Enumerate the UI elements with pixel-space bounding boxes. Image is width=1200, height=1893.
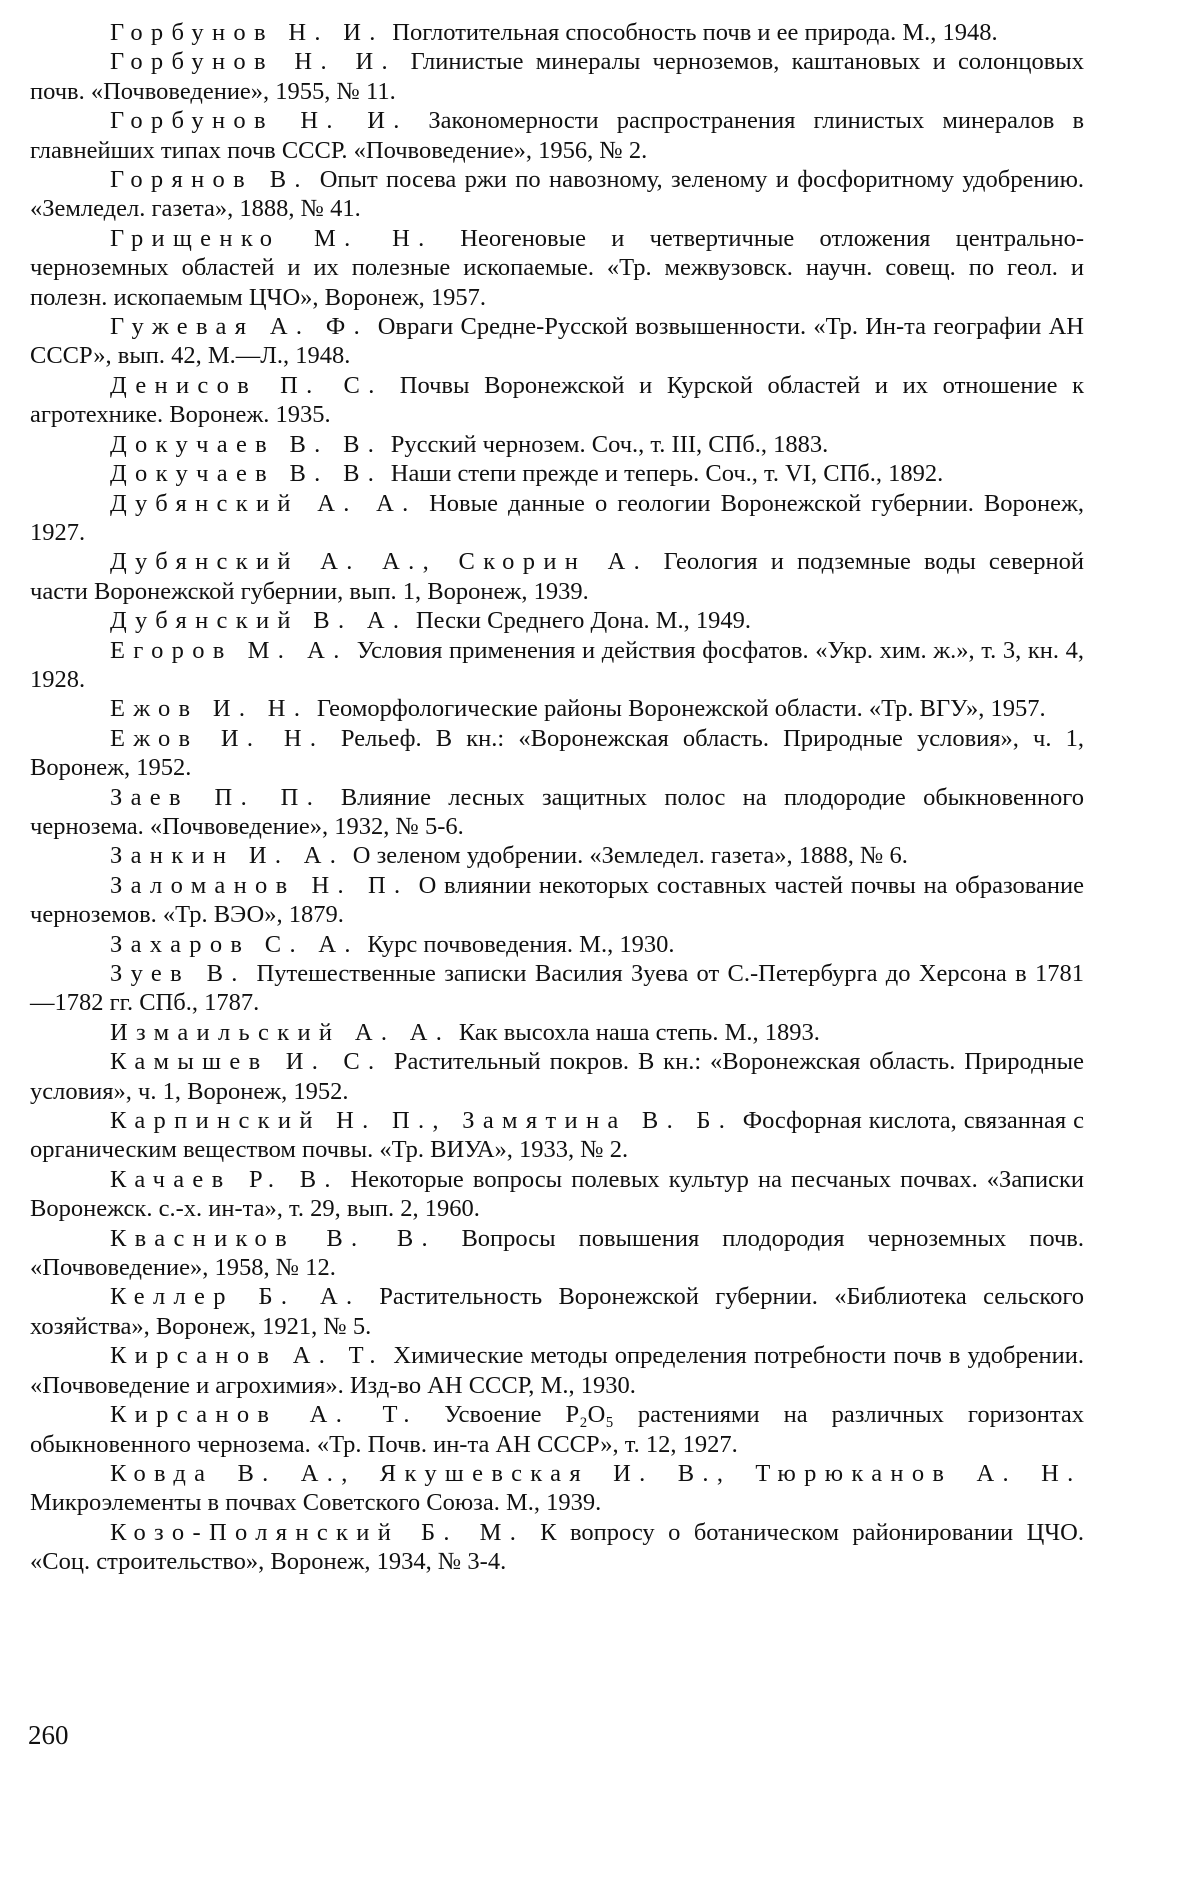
- bibliography-entry: [30, 930, 1084, 959]
- entry-text: О зеленом удобрении. «Земледел. газета», 1888, № 6.: [352, 842, 908, 870]
- entry-author: Карпинский Н. П., Замятина В. Б.: [110, 1107, 734, 1135]
- bibliography-entry: [30, 1165, 1084, 1224]
- entry-text: Опыт посева ржи по навозному, зеленому и фосфоритному удобрению. «Земледел. газета», 1888, № 41.: [30, 166, 1084, 223]
- bibliography-entry: [30, 18, 1084, 47]
- entry-author: Дубянский А. А.: [110, 489, 417, 517]
- entry-text: Новые данные о геологии Воронежской губернии. Воронеж, 1927.: [30, 489, 1085, 546]
- bibliography-entry: [30, 783, 1084, 842]
- page-number: 260: [28, 1720, 69, 1750]
- entry-text: Условия применения и действия фосфатов. «Укр. хим. ж.», т. 3, кн. 4, 1928.: [30, 636, 1084, 693]
- entry-author: Кирсанов А. Т.: [110, 1342, 384, 1370]
- entry-author: Горбунов Н. И.: [110, 19, 384, 46]
- entry-author: Ковда В. А., Якушевская И. В., Тюрюканов А. Н.: [110, 1459, 1082, 1487]
- entry-text: Наши степи прежде и теперь. Соч., т. VI, СПб., 1892.: [390, 460, 944, 488]
- bibliography-entry: [30, 312, 1084, 371]
- bibliography-entry: [30, 1224, 1084, 1283]
- bibliography-entry: [30, 1341, 1084, 1400]
- entry-text: Закономерности распространения глинистых минералов в главнейших типах почв СССР. «Почвоведение», 1956, № 2.: [30, 107, 1085, 164]
- entry-author: Камышев И. С.: [110, 1048, 383, 1076]
- entry-author: Ежов И. Н.: [110, 724, 325, 752]
- bibliography-entry: [30, 1518, 1084, 1577]
- entry-text: Усвоение P₂O₅ растениями на различных горизонтах обыкновенного чернозема. «Тр. Почв. ин-та АН СССР», т. 12, 1927.: [30, 1401, 1084, 1458]
- bibliography-entry: [30, 871, 1084, 930]
- bibliography-entry: [30, 1459, 1084, 1518]
- bibliography-entry: [30, 1106, 1084, 1165]
- entry-author: Докучаев В. В.: [110, 430, 383, 458]
- entry-author: Гужевая А. Ф.: [110, 313, 369, 341]
- entry-text: Влияние лесных защитных полос на плодородие обыкновенного чернозема. «Почвоведение», 1932, № 5-6.: [30, 783, 1084, 840]
- bibliography-entry: [30, 165, 1084, 224]
- entry-text: Химические методы определения потребности почв в удобрении. «Почвоведение и агрохимия». Изд-во АН СССР, М., 1930.: [30, 1342, 1084, 1399]
- entry-author: Заломанов Н. П.: [110, 871, 409, 899]
- bibliography-entry: [30, 1047, 1084, 1106]
- bibliography-entry: [30, 47, 1084, 106]
- entry-author: Козо-Полянский Б. М.: [110, 1518, 525, 1546]
- entry-author: Квасников В. В.: [110, 1224, 436, 1252]
- entry-text: Глинистые минералы черноземов, каштановых и солонцовых почв. «Почвоведение», 1955, № 11.: [30, 48, 1085, 105]
- entry-author: Качаев Р. В.: [110, 1165, 339, 1193]
- entry-author: Измаильский А. А.: [110, 1018, 451, 1046]
- entry-text: Курс почвоведения. М., 1930.: [367, 930, 675, 958]
- entry-text: Растительность Воронежской губернии. «Библиотека сельского хозяйства», Воронеж, 1921, № 5.: [30, 1283, 1085, 1340]
- entry-text: К вопросу о ботаническом районировании ЦЧО. «Соц. строительство», Воронеж, 1934, № 3-4.: [30, 1518, 1084, 1576]
- bibliography-list: [30, 18, 1084, 1577]
- entry-text: Рельеф. В кн.: «Воронежская область. Природные условия», ч. 1, Воронеж, 1952.: [30, 724, 1084, 782]
- entry-text: Микроэлементы в почвах Советского Союза. М., 1939.: [30, 1489, 602, 1517]
- bibliography-entry: [30, 224, 1084, 312]
- bibliography-entry: [30, 430, 1084, 459]
- entry-text: О влиянии некоторых составных частей почвы на образование черноземов. «Тр. ВЭО», 1879.: [30, 871, 1085, 929]
- bibliography-entry: [30, 636, 1084, 695]
- bibliography-entry: [30, 106, 1084, 165]
- bibliography-entry: [30, 547, 1084, 606]
- entry-author: Келлер Б. А.: [110, 1283, 361, 1311]
- bibliography-entry: [30, 959, 1084, 1018]
- entry-text: Фосфорная кислота, связанная с органическим веществом почвы. «Тр. ВИУА», 1933, № 2.: [30, 1107, 1085, 1164]
- bibliography-entry: [30, 1282, 1084, 1341]
- entry-text: Как высохла наша степь. М., 1893.: [458, 1018, 820, 1046]
- bibliography-entry: [30, 489, 1084, 548]
- entry-text: Почвы Воронежской и Курской областей и их отношение к агротехнике. Воронеж. 1935.: [30, 371, 1085, 429]
- entry-text: Овраги Средне-Русской возвышенности. «Тр. Ин-та географии АН СССР», вып. 42, М.—Л., 1948.: [30, 313, 1085, 370]
- entry-author: Захаров С. А.: [110, 930, 359, 958]
- entry-author: Горбунов Н. И.: [110, 48, 396, 76]
- entry-text: Вопросы повышения плодородия черноземных почв. «Почвоведение», 1958, № 12.: [30, 1224, 1085, 1282]
- entry-text: Пески Среднего Дона. М., 1949.: [415, 607, 752, 635]
- entry-text: Путешественные записки Василия Зуева от С.-Петербурга до Херсона в 1781—1782 гг. СПб., 1787.: [30, 960, 1085, 1017]
- entry-author: Горянов В.: [110, 166, 309, 194]
- entry-text: Неогеновые и четвертичные отложения центрально-черноземных областей и их полезные ископаемые. «Тр. межвузовск. научн. совещ. по геол. и полезн. ископаемым ЦЧО», Воронеж, 1957.: [30, 224, 1085, 311]
- entry-author: Дубянский В. А.: [110, 607, 408, 635]
- bibliography-entry: [30, 459, 1084, 488]
- bibliography-entry: [30, 1018, 1084, 1047]
- entry-text: Геоморфологические районы Воронежской области. «Тр. ВГУ», 1957.: [316, 695, 1046, 723]
- entry-author: Докучаев В. В.: [110, 460, 383, 488]
- entry-text: Геология и подземные воды северной части Воронежской губернии, вып. 1, Воронеж, 1939.: [30, 548, 1084, 605]
- bibliography-entry: [30, 1400, 1084, 1459]
- entry-author: Егоров М. А.: [110, 636, 348, 664]
- entry-author: Денисов П. С.: [110, 371, 383, 399]
- entry-author: Грищенко М. Н.: [110, 224, 433, 252]
- entry-author: Занкин И. А.: [110, 842, 345, 870]
- entry-author: Кирсанов А. Т.: [110, 1401, 418, 1429]
- entry-author: Горбунов Н. И.: [110, 107, 408, 135]
- bibliography-entry: [30, 724, 1084, 783]
- bibliography-entry: [30, 841, 1084, 870]
- entry-text: Русский чернозем. Соч., т. III, СПб., 1883.: [390, 430, 829, 458]
- bibliography-entry: [30, 606, 1084, 635]
- entry-author: Заев П. П.: [110, 783, 322, 811]
- entry-author: Дубянский А. А., Скорин А.: [110, 548, 649, 576]
- bibliography-entry: [30, 371, 1084, 430]
- entry-author: Ежов И. Н.: [110, 695, 309, 723]
- bibliography-entry: [30, 694, 1084, 723]
- entry-author: Зуев В.: [110, 960, 246, 987]
- entry-text: Некоторые вопросы полевых культур на песчаных почвах. «Записки Воронежск. с.-х. ин-та», т. 29, вып. 2, 1960.: [30, 1165, 1084, 1223]
- entry-text: Растительный покров. В кн.: «Воронежская область. Природные условия», ч. 1, Воронеж, 1952.: [30, 1048, 1085, 1105]
- entry-text: Поглотительная способность почв и ее природа. М., 1948.: [392, 19, 998, 46]
